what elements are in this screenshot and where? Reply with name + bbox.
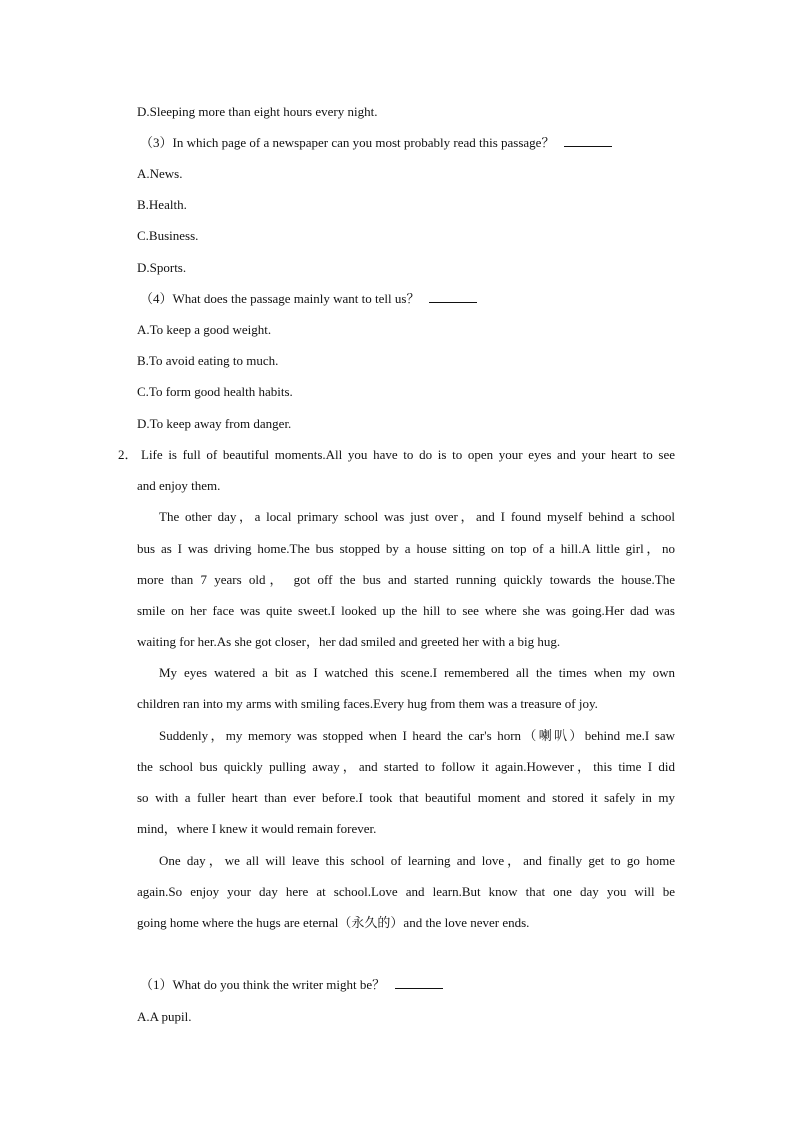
question-number: 2．: [118, 447, 138, 462]
paragraph-line: more than 7 years old， got off the bus and started running quickly towards the house.The: [137, 572, 675, 587]
answer-blank[interactable]: [395, 977, 443, 989]
paragraph-line: waiting for her.As she got closer，her dad smiled and greeted her with a big hug.: [137, 634, 561, 649]
option: D.Sports.: [137, 260, 187, 275]
paragraph-line: the school bus quickly pulling away，and started to follow it again.However，this time I did: [137, 759, 675, 774]
paragraph-line: going home where the hugs are eternal（永久的）and the love never ends.: [137, 915, 530, 930]
paragraph-line: My eyes watered a bit as I watched this scene.I remembered all the times when my own: [159, 665, 675, 680]
option: B.Health.: [137, 197, 187, 212]
paragraph-line: mind，where I knew it would remain forever.: [137, 821, 377, 836]
paragraph-line: bus as I was driving home.The bus stopped by a house sitting on top of a hill.A little girl，no: [137, 541, 675, 556]
question-1: [140, 976, 443, 994]
question-1-prompt: （1）What do you think the writer might be？: [140, 977, 386, 992]
option: B.To avoid eating to much.: [137, 353, 279, 368]
paragraph-line: children ran into my arms with smiling faces.Every hug from them was a treasure of joy.: [137, 696, 598, 711]
paragraph-line: smile on her face was quite sweet.I looked up the hill to see where she was going.Her dad was: [137, 603, 675, 618]
passage-intro-line: and enjoy them.: [137, 478, 221, 493]
answer-blank[interactable]: [429, 291, 477, 303]
option: A.To keep a good weight.: [137, 322, 272, 337]
passage-intro-line: Life is full of beautiful moments.All you have to do is to open your eyes and your heart to see: [141, 447, 675, 462]
answer-blank[interactable]: [564, 135, 612, 147]
option: A.News.: [137, 166, 183, 181]
q2-option-d: D.Sleeping more than eight hours every night.: [137, 104, 378, 119]
paragraph-line: Suddenly，my memory was stopped when I heard the car's horn（喇叭）behind me.I saw: [159, 728, 675, 743]
option: D.To keep away from danger.: [137, 416, 292, 431]
question-3: [140, 134, 612, 152]
paragraph-line: One day，we all will leave this school of learning and love，and finally get to go home: [159, 853, 675, 868]
paragraph-line: The other day，a local primary school was just over，and I found myself behind a school: [159, 509, 675, 524]
question-4-prompt: （4）What does the passage mainly want to tell us？: [140, 291, 420, 306]
question-4: [140, 290, 477, 308]
paragraph-line: again.So enjoy your day here at school.Love and learn.But know that one day you will be: [137, 884, 675, 899]
option: C.Business.: [137, 228, 199, 243]
paragraph-line: so with a fuller heart than ever before.I took that beautiful moment and stored it safely in my: [137, 790, 675, 805]
question-3-prompt: （3）In which page of a newspaper can you most probably read this passage？: [140, 135, 555, 150]
option: A.A pupil.: [137, 1009, 192, 1024]
option: C.To form good health habits.: [137, 384, 293, 399]
